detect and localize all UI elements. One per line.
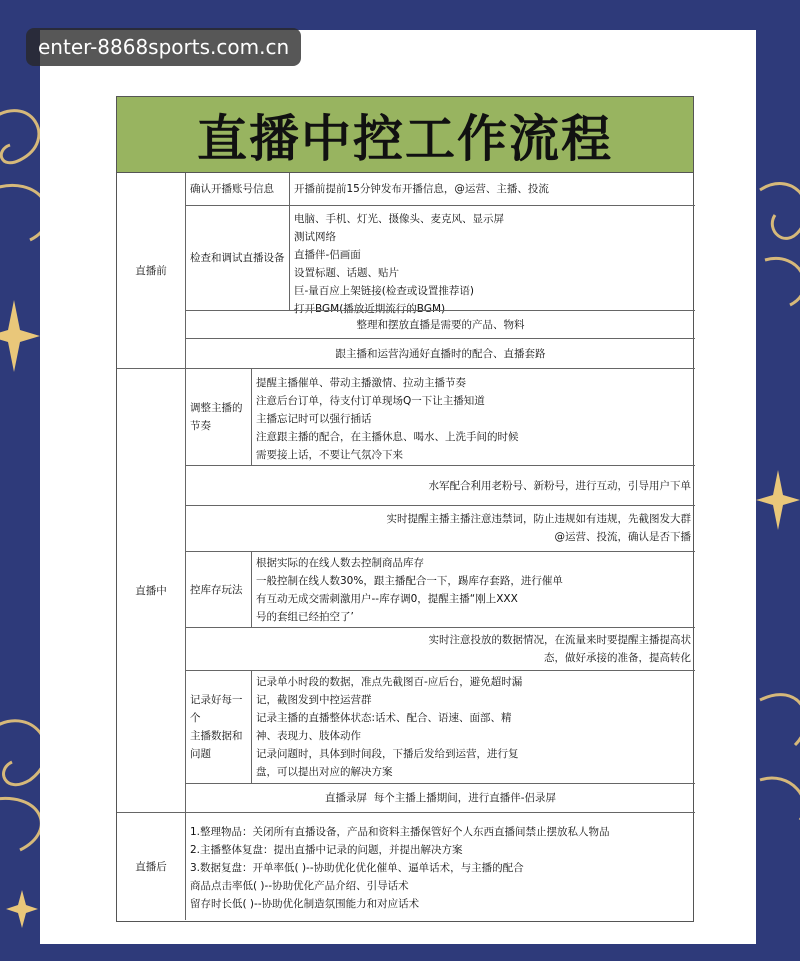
detail-line: 态，做好承接的准备，提高转化 <box>544 652 691 664</box>
detail-line: 留存时长低( )--协助优化制造氛围能力和对应话术 <box>190 898 420 910</box>
workflow-table <box>116 96 694 922</box>
detail-line: 提醒主播催单、带动主播激情、拉动主播节奏 <box>256 377 466 389</box>
detail-line: 根据实际的在线人数去控制商品库存 <box>256 557 424 569</box>
detail-line: 需要接上话，不要让气氛冷下来 <box>256 449 403 461</box>
detail-line: 盘，可以提出对应的解决方案 <box>256 766 393 778</box>
during-row2: 水军配合利用老粉号、新粉号，进行互动，引导用户下单 <box>185 465 695 505</box>
during-row3 <box>185 505 695 551</box>
during-row5 <box>185 627 695 670</box>
watermark-url: enter-8868sports.com.cn <box>26 28 301 66</box>
detail-line: 实时注意投放的数据情况，在流量来时要提醒主播提高状 <box>428 634 691 646</box>
detail-line: 注意后台订单，待支付订单现场Q一下让主播知道 <box>256 395 485 407</box>
stage-during-label: 直播中 <box>117 368 185 812</box>
before-row2-detail <box>289 205 695 315</box>
detail-line: 一般控制在线人数30%，跟主播配合一下，踢库存套路，进行催单 <box>256 575 563 587</box>
before-row3: 整理和摆放直播是需要的产品、物料 <box>185 310 695 338</box>
detail-line: 注意跟主播的配合，在主播休息、喝水、上洗手间的时候 <box>256 431 519 443</box>
stage-after-label: 直播后 <box>117 812 185 920</box>
detail-line: 记录主播的直播整体状态:话术、配合、语速、面部、精 <box>256 712 512 724</box>
detail-line: 电脑、手机、灯光、摄像头、麦克风、显示屏 <box>294 213 504 225</box>
detail-line: 3.数据复盘：开单率低( )--协助优化优化催单、逼单话术，与主播的配合 <box>190 862 524 874</box>
detail-line: 号的套组已经拍空了’ <box>256 611 354 623</box>
detail-line: 打开BGM(播放近期流行的BGM) <box>294 303 446 315</box>
during-row1-label <box>185 368 251 465</box>
detail-line: 测试网络 <box>294 231 336 243</box>
during-row1-detail <box>251 368 695 465</box>
during-row6-detail <box>251 670 695 783</box>
detail-line: 1.整理物品：关闭所有直播设备，产品和资料主播保管好个人东西直播间禁止摆放私人物品 <box>190 826 610 838</box>
during-row4-detail <box>251 551 695 627</box>
detail-line: 商品点击率低( )--协助优化产品介绍、引导话术 <box>190 880 409 892</box>
before-row4: 跟主播和运营沟通好直播时的配合、直播套路 <box>185 338 695 368</box>
label-line: 调整主播的 <box>190 402 243 414</box>
detail-line: 记录单小时段的数据，准点先截图百-应后台，避免超时漏 <box>256 676 523 688</box>
label-line: 主播数据和 <box>190 730 243 742</box>
during-row7: 直播录屏 每个主播上播期间，进行直播伴-侣录屏 <box>185 783 695 812</box>
detail-line: 设置标题、话题、贴片 <box>294 267 399 279</box>
detail-line: 直播伴-侣画面 <box>294 249 361 261</box>
detail-line: @运营、投流，确认是否下播 <box>554 531 691 543</box>
label-line: 问题 <box>190 748 211 760</box>
detail-line: 记，截图发到中控运营群 <box>256 694 372 706</box>
detail-line: 有互动无成交需刺激用户--库存调0，提醒主播“刚上XXX <box>256 593 518 605</box>
detail-line: 实时提醒主播主播注意违禁词，防止违规如有违规，先截图发大群 <box>386 513 691 525</box>
detail-line: 神、表现力、肢体动作 <box>256 730 361 742</box>
detail-line: 主播忘记时可以强行插话 <box>256 413 372 425</box>
before-row1-detail: 开播前提前15分钟发布开播信息，@运营、主播、投流 <box>289 173 695 205</box>
after-detail <box>185 812 695 920</box>
during-row6-label <box>185 670 251 783</box>
label-line: 个 <box>190 712 201 724</box>
label-line: 节奏 <box>190 420 211 432</box>
page-title: 直播中控工作流程 <box>117 97 693 173</box>
detail-line: 2.主播整体复盘：提出直播中记录的问题，并提出解决方案 <box>190 844 463 856</box>
stage-before-label: 直播前 <box>135 264 167 277</box>
before-row2-label: 检查和调试直播设备 <box>185 205 289 310</box>
label-line: 记录好每一 <box>190 694 243 706</box>
during-row4-label: 控库存玩法 <box>185 551 251 627</box>
detail-line: 记录问题时，具体到时间段，下播后发给到运营，进行复 <box>256 748 519 760</box>
before-row1-label: 确认开播账号信息 <box>185 173 289 205</box>
detail-line: 巨-量百应上架链接(检查或设置推荐语) <box>294 285 474 297</box>
